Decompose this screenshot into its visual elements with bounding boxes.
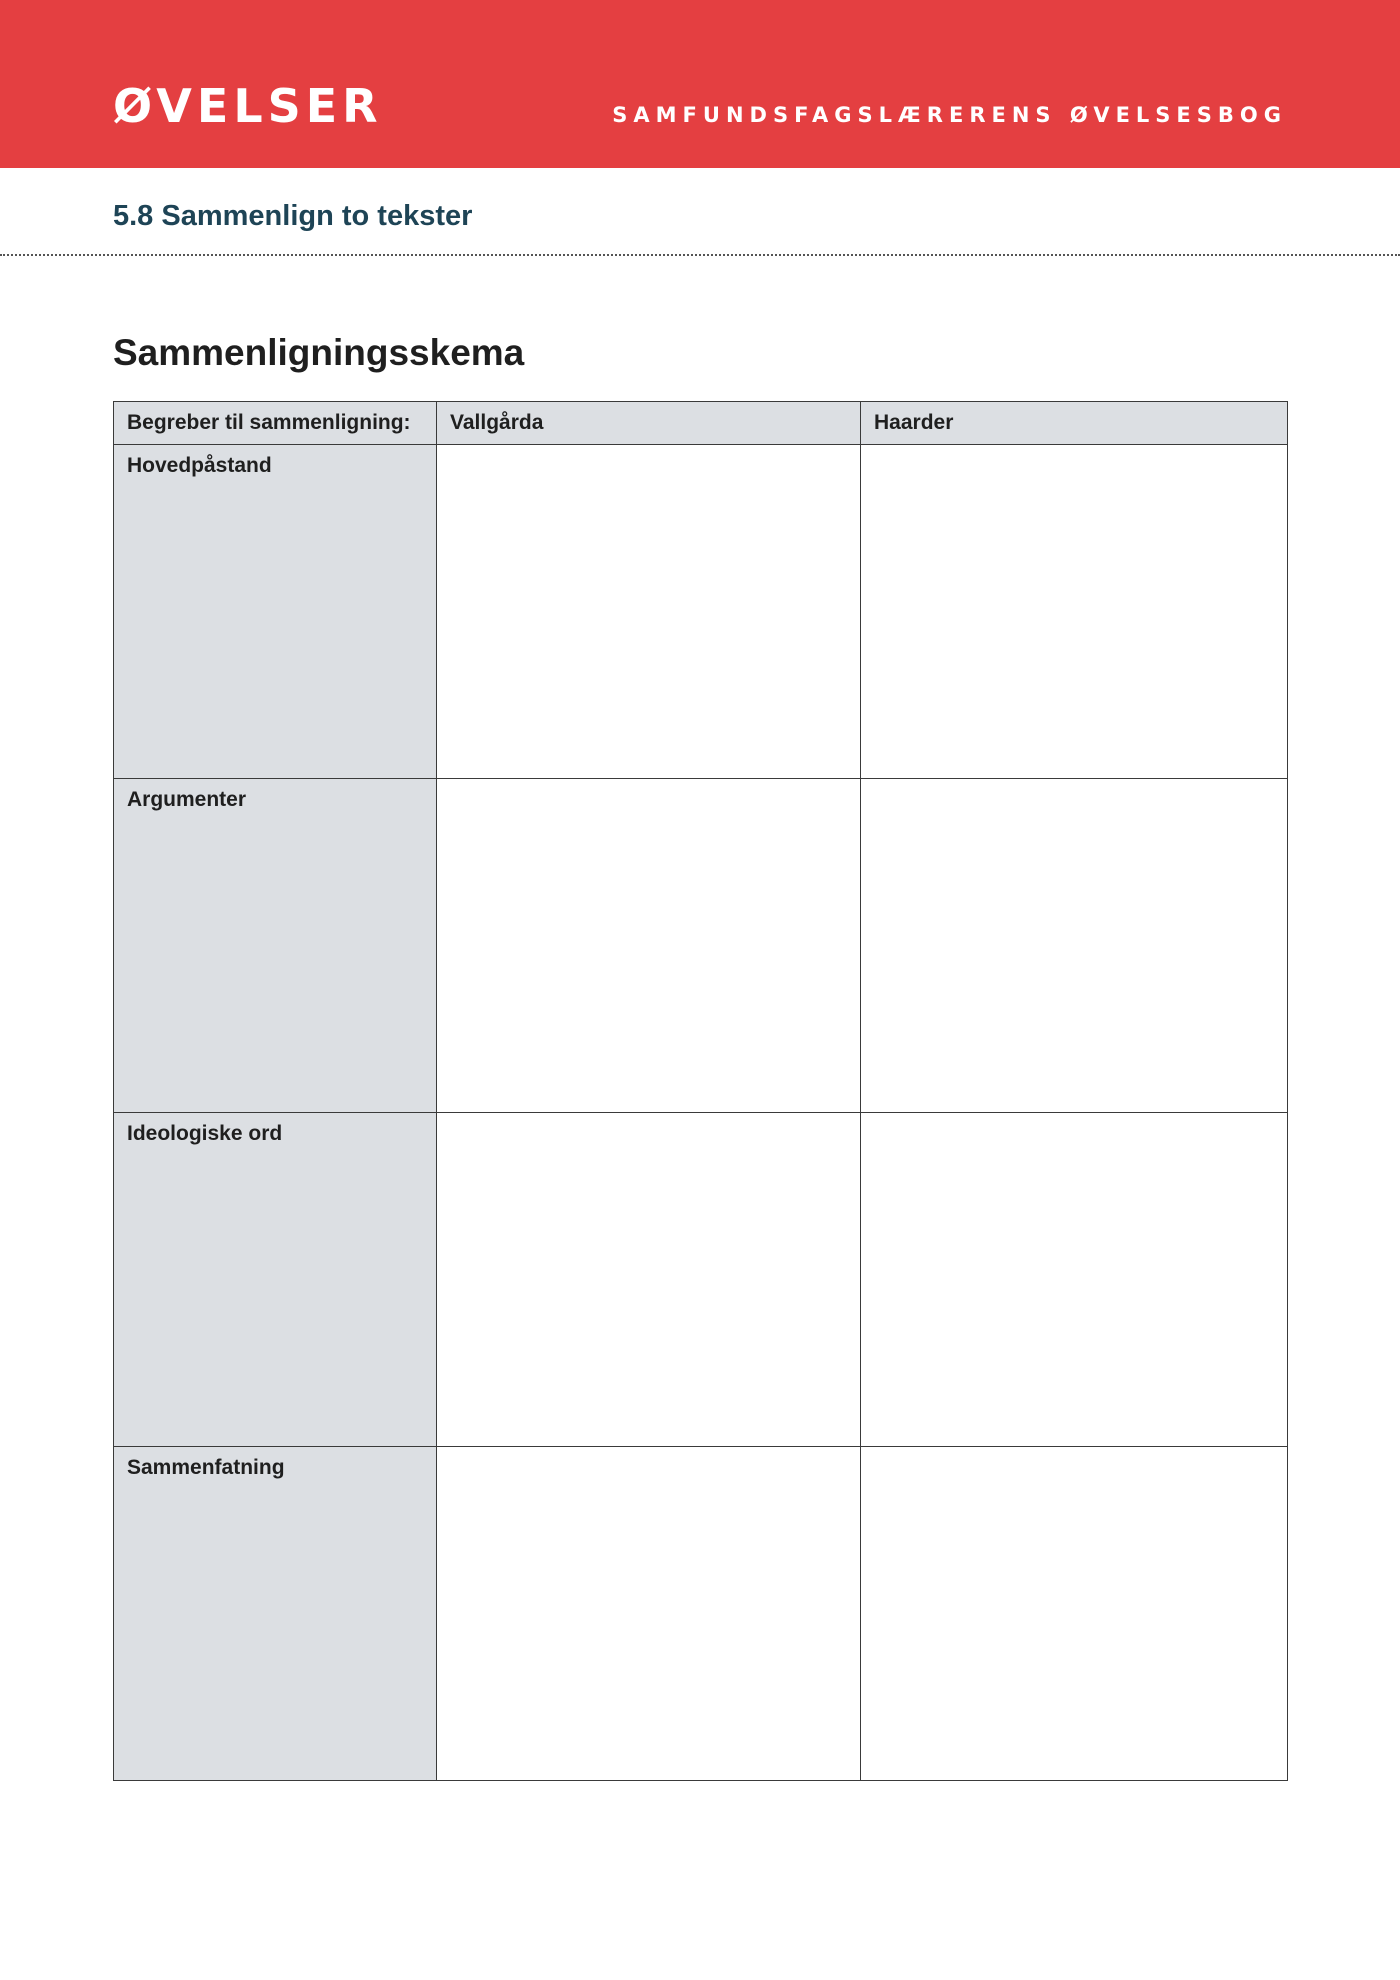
row-label-ideologiske-ord: Ideologiske ord bbox=[114, 1113, 437, 1447]
row-label-argumenter: Argumenter bbox=[114, 779, 437, 1113]
answer-cell-haarder[interactable] bbox=[861, 1113, 1288, 1447]
answer-cell-vallgarda[interactable] bbox=[437, 779, 861, 1113]
table-row bbox=[114, 1113, 1288, 1447]
sheet-title: Sammenligningsskema bbox=[113, 332, 525, 373]
answer-cell-haarder[interactable] bbox=[861, 1447, 1288, 1781]
section-title: 5.8 Sammenlign to tekster bbox=[113, 200, 473, 232]
table-row bbox=[114, 445, 1288, 779]
table-header-row bbox=[114, 402, 1288, 445]
book-title: SAMFUNDSFAGSLÆRERENS ØVELSESBOG bbox=[612, 103, 1287, 127]
answer-cell-vallgarda[interactable] bbox=[437, 445, 861, 779]
header-concepts: Begreber til sammenligning: bbox=[114, 402, 437, 445]
answer-cell-haarder[interactable] bbox=[861, 445, 1288, 779]
table-row bbox=[114, 1447, 1288, 1781]
answer-cell-vallgarda[interactable] bbox=[437, 1447, 861, 1781]
header-haarder: Haarder bbox=[861, 402, 1288, 445]
row-label-sammenfatning: Sammenfatning bbox=[114, 1447, 437, 1781]
answer-cell-vallgarda[interactable] bbox=[437, 1113, 861, 1447]
comparison-table bbox=[113, 401, 1288, 1781]
header-band bbox=[0, 0, 1400, 168]
header-vallgarda: Vallgårda bbox=[437, 402, 861, 445]
answer-cell-haarder[interactable] bbox=[861, 779, 1288, 1113]
dotted-divider bbox=[0, 254, 1400, 256]
row-label-hovedpastand: Hovedpåstand bbox=[114, 445, 437, 779]
table-row bbox=[114, 779, 1288, 1113]
brand-title: ØVELSER bbox=[113, 79, 383, 133]
